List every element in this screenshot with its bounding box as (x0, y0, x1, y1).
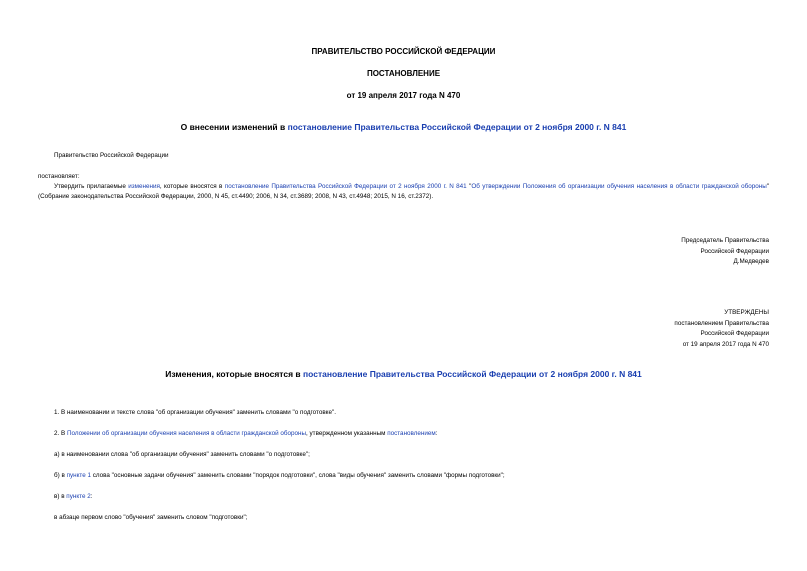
intro-text-3: " (466, 183, 472, 190)
document-type-heading: ПОСТАНОВЛЕНИЕ (366, 69, 441, 78)
decree-841-link[interactable]: постановление Правительства Российской Федерации от 2 ноября 2000 г. N 841 (287, 122, 627, 132)
signature-position: Председатель Правительства (681, 237, 769, 244)
decrees-label: постановляет: (38, 173, 80, 180)
item2b-text-1: б) в (54, 472, 67, 479)
document-date-number: от 19 апреля 2017 года N 470 (346, 91, 461, 100)
clause-1-link[interactable]: пункте 1 (66, 472, 91, 479)
changes-decree-link[interactable]: постановление Правительства Российской Федерации от 2 ноября 2000 г. N 841 (303, 369, 642, 379)
change-item-2v-paragraph1: в абзаце первом слово "обучения" заменить словом "подготовки"; (54, 514, 248, 521)
item2-text-3: : (435, 430, 438, 437)
approval-stamp: УТВЕРЖДЕНЫ (724, 309, 769, 316)
change-item-2b (54, 471, 505, 481)
decree-link[interactable]: постановлением (387, 430, 436, 437)
approval-block (674, 308, 769, 350)
document-title-prefix: О внесении изменений в (180, 122, 288, 132)
regulation-title-link[interactable]: Об утверждении Положения об организации обучения населения в области гражданской обороны (471, 183, 767, 190)
change-item-1: 1. В наименовании и тексте слова "об организации обучения" заменить словами "о подготовке". (54, 409, 336, 416)
government-subject: Правительство Российской Федерации (54, 152, 169, 159)
intro-paragraph (38, 182, 769, 202)
signature-name: Д.Медведев (733, 258, 769, 265)
changes-title (0, 369, 807, 379)
intro-text-1: Утвердить прилагаемые (54, 183, 129, 190)
change-item-2 (54, 429, 438, 439)
item2-text-2: , утвержденном указанным (306, 430, 388, 437)
regulation-link[interactable]: Положении об организации обучения населения в области гражданской обороны (66, 430, 307, 437)
changes-title-prefix: Изменения, которые вносятся в (165, 369, 303, 379)
document-title (0, 122, 807, 132)
signature-block (681, 236, 769, 268)
change-item-2a: а) в наименовании слова "об организации обучения" заменить словами "о подготовке"; (54, 451, 310, 458)
changes-link[interactable]: изменения (128, 183, 160, 190)
item2-text-1: 2. В (54, 430, 67, 437)
approval-country: Российской Федерации (700, 330, 769, 337)
item2v-text-2: : (90, 493, 93, 500)
government-heading: ПРАВИТЕЛЬСТВО РОССИЙСКОЙ ФЕДЕРАЦИИ (311, 47, 496, 56)
decree-841-inline-link[interactable]: постановление Правительства Российской Федерации от 2 ноября 2000 г. N 841 (224, 183, 467, 190)
approval-date: от 19 апреля 2017 года N 470 (682, 340, 769, 348)
intro-text-2: , которые вносятся в (159, 183, 225, 190)
intro-text-4: " (Собрание законодательства Российской Федерации, 2000, N 45, ст.4490; 2006, N 34, ст.3689; 2008, N 43, ст.4948; 2015, N 16, ст.2372). (38, 183, 770, 200)
item2v-text-1: в) в (54, 493, 67, 500)
clause-2-link[interactable]: пункте 2 (66, 493, 91, 500)
approval-by: постановлением Правительства (674, 319, 769, 327)
change-item-2v (54, 492, 92, 502)
item2b-text-2: слова "основные задачи обучения" заменить словами "порядок подготовки", слова "виды обучения" заменить словами "формы подготовки"; (91, 472, 505, 479)
signature-country: Российской Федерации (700, 247, 769, 255)
